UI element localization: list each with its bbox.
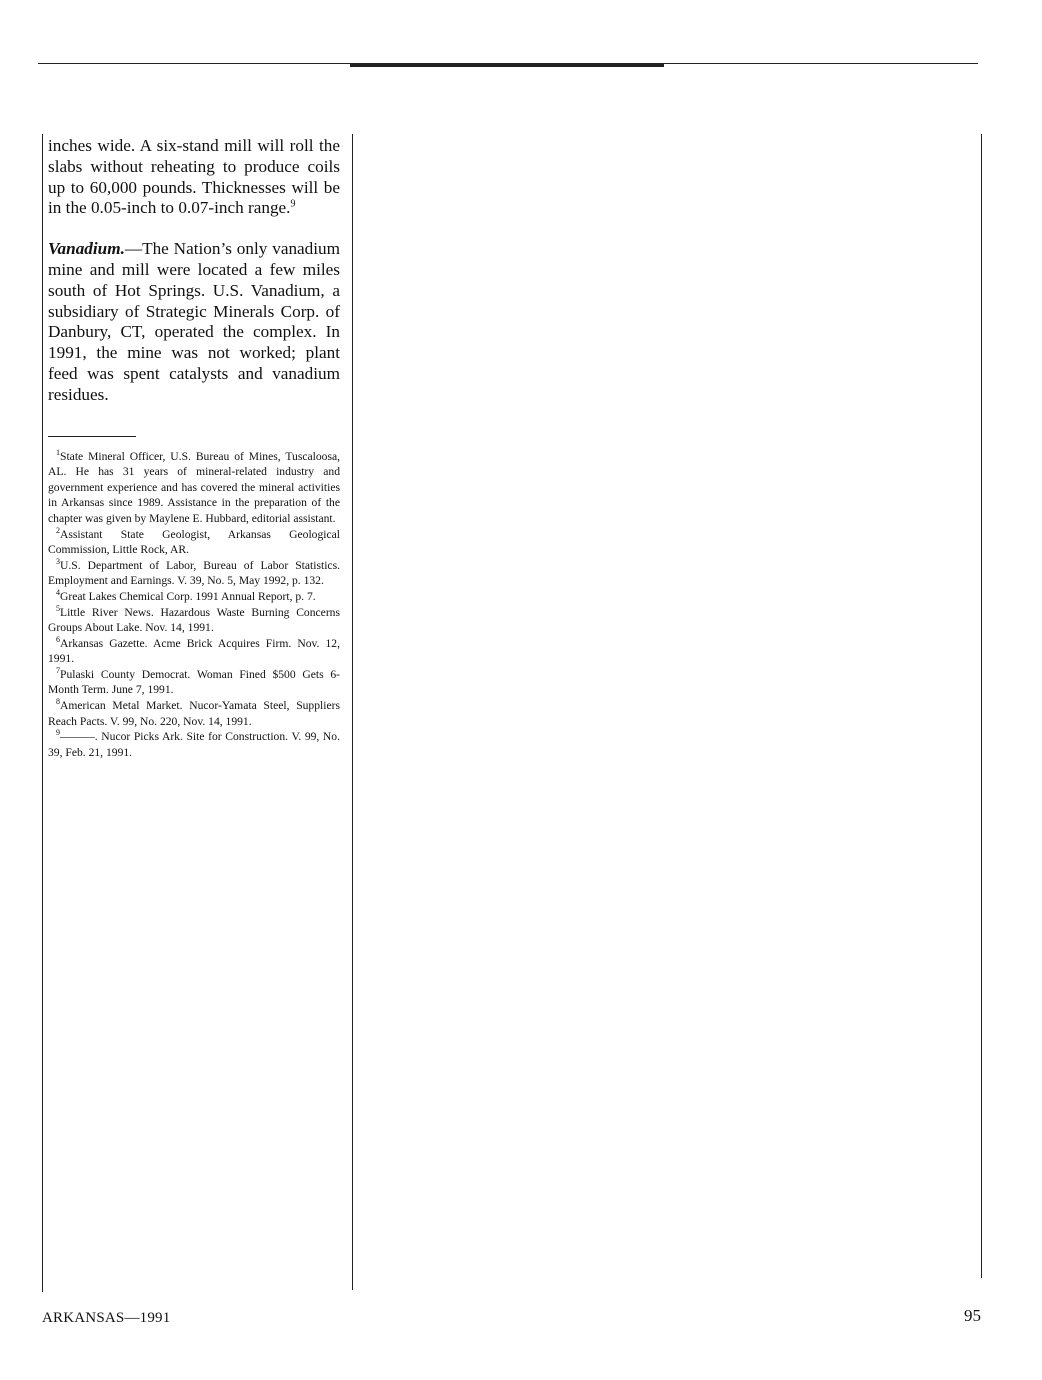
footnote-text: Assistant State Geologist, Arkansas Geological Commission, Little Rock, AR. (48, 527, 340, 557)
footnote-number: 8 (56, 697, 60, 707)
footnote-text: U.S. Department of Labor, Bureau of Labor Statistics. Employment and Earnings. V. 39, No. 5, May 1992, p. 132. (48, 558, 340, 588)
page-number: 95 (964, 1306, 981, 1325)
footnote (48, 449, 340, 527)
footnotes (48, 449, 340, 761)
footer-title: ARKANSAS—1991 (42, 1310, 171, 1326)
footnote-number: 5 (56, 603, 60, 613)
footnote (48, 558, 340, 589)
column-rule-right (981, 134, 982, 1278)
footnote-text: American Metal Market. Nucor-Yamata Steel, Suppliers Reach Pacts. V. 99, No. 220, Nov. 14, 1991. (48, 699, 340, 728)
footnote-number: 6 (56, 634, 60, 644)
column-rule-middle (352, 134, 353, 1290)
paragraph-steel-mill (48, 136, 340, 219)
footnote (48, 698, 340, 729)
header-rule-accent (350, 64, 664, 67)
footnote-text: Little River News. Hazardous Waste Burning Concerns Groups About Lake. Nov. 14, 1991. (48, 605, 340, 635)
paragraph-vanadium (48, 239, 340, 405)
footnote-ref: 9 (290, 198, 296, 210)
footnote-text: Pulaski County Democrat. Woman Fined $500 Gets 6-Month Term. June 7, 1991. (48, 667, 340, 697)
footnote-text: ———. Nucor Picks Ark. Site for Construction. V. 99, No. 39, Feb. 21, 1991. (48, 730, 340, 759)
footnote (48, 729, 340, 760)
footnote-number: 7 (56, 666, 60, 676)
footnote-number: 2 (56, 525, 60, 535)
footnote-text: State Mineral Officer, U.S. Bureau of Mines, Tuscaloosa, AL. He has 31 years of mineral-related industry and government experience and has covered the mineral activities in Arkansas since 1989. Assistance in the preparation of the chapter was given by Maylene E. Hubbard, editorial assistant. (48, 449, 340, 525)
footnote (48, 527, 340, 558)
footnote-text: Great Lakes Chemical Corp. 1991 Annual Report, p. 7. (60, 589, 316, 603)
paragraph-text: inches wide. A six-stand mill will roll the slabs without reheating to produce coils up to 60,000 pounds. Thicknesses will be in the 0.05-inch to 0.07-inch range. (48, 136, 340, 218)
footnote-number: 9 (56, 728, 60, 738)
footnote (48, 589, 340, 605)
footnote-number: 4 (56, 588, 60, 598)
paragraph-text: —The Nation’s only vanadium mine and mill were located a few miles south of Hot Springs. U.S. Vanadium, a subsidiary of Strategic Minerals Corp. of Danbury, CT, operated the complex. In 1991, the mine was not worked; plant feed was spent catalysts and vanadium residues. (48, 239, 340, 404)
footnote-number: 1 (56, 447, 60, 457)
footnote (48, 636, 340, 667)
section-lead-heading: Vanadium. (48, 239, 125, 259)
footnote-separator (48, 436, 136, 437)
footnote (48, 605, 340, 636)
column-rule-left (42, 134, 43, 1292)
footnote-number: 3 (56, 556, 60, 566)
text-column (48, 136, 340, 760)
footnote (48, 667, 340, 698)
footnote-text: Arkansas Gazette. Acme Brick Acquires Firm. Nov. 12, 1991. (48, 636, 340, 666)
